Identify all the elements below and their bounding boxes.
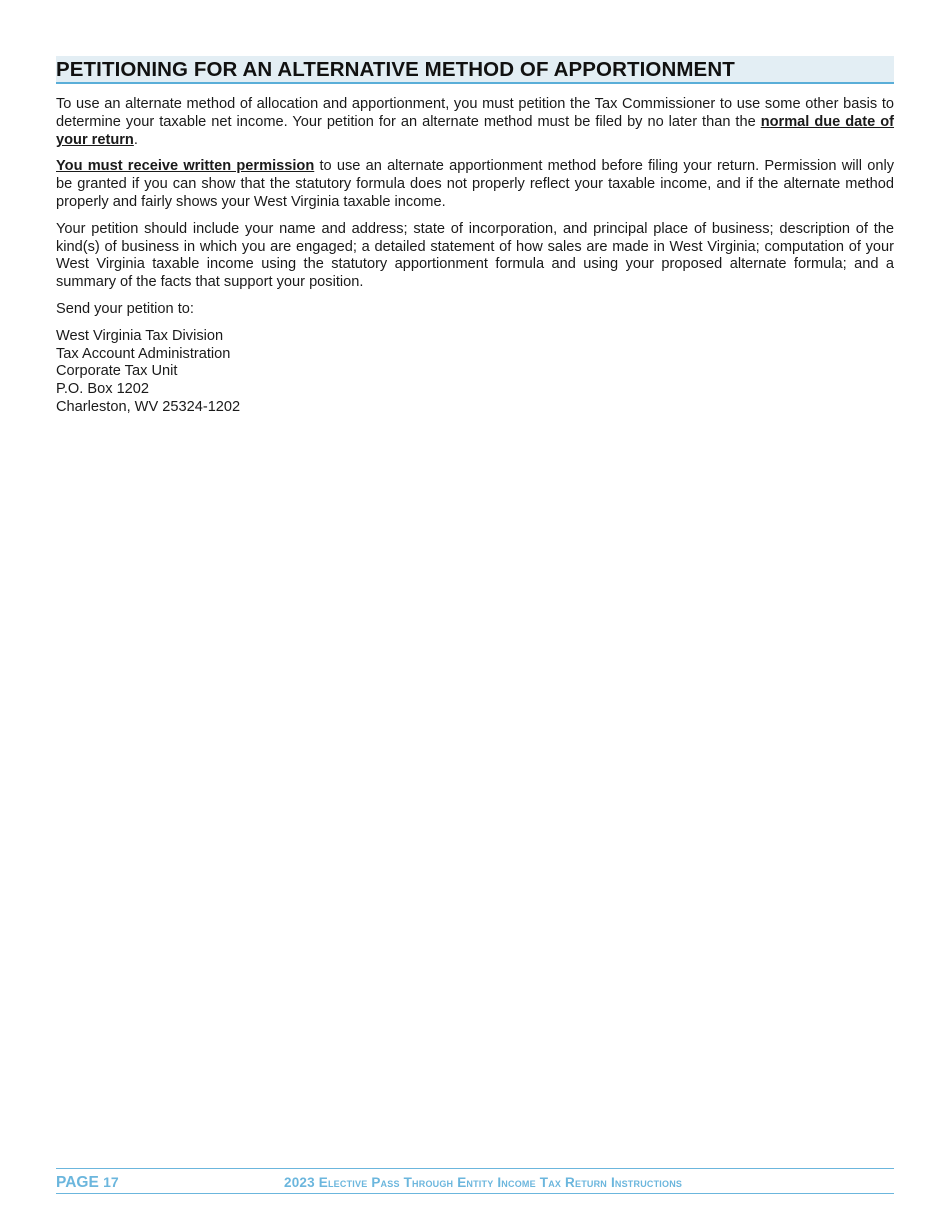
document-title: 2023 Elective Pass Through Entity Income Tax Return Instructions [284, 1175, 683, 1190]
page-footer [56, 1168, 894, 1194]
address-line: Tax Account Administration [56, 345, 231, 362]
page-number-label [56, 1173, 119, 1192]
paragraph-petition-contents: Your petition should include your name and address; state of incorporation, and principal place of business; description of the kind(s) of business in which you are engaged; a detailed statement of how sales are made in West Virginia; computation of your West Virginia taxable income using the statutory apportionment formula and using your proposed alternate formula; and a summary of the facts that support your position. [56, 220, 894, 291]
paragraph-petition-requirement [56, 96, 894, 149]
page-word: PAGE [56, 1174, 99, 1191]
paragraph-text: to use an alternate apportionment method before filing your return. Permission will only be granted if you can show that the statutory formula does not properly reflect your taxable income, and if the alternate method properly and fairly shows your West Virginia taxable income. [56, 158, 895, 210]
mailing-address [56, 328, 894, 417]
address-line: West Virginia Tax Division [56, 327, 224, 344]
address-line: Charleston, WV 25324-1202 [56, 398, 241, 415]
send-petition-label: Send your petition to: [56, 300, 194, 317]
paragraph-text: To use an alternate method of allocation and apportionment, you must petition the Tax Commissioner to use some other basis to determine your taxable net income. Your petition for an alternate method must be filed by no later than the [56, 96, 894, 130]
paragraph-period: . [133, 131, 138, 148]
address-line: Corporate Tax Unit [56, 363, 178, 380]
due-date-emphasis: normal due date of your return [56, 113, 895, 148]
address-line: P.O. Box 1202 [56, 381, 150, 398]
section-heading: PETITIONING FOR AN ALTERNATIVE METHOD OF APPORTIONMENT [56, 56, 894, 84]
page-number: 17 [103, 1174, 119, 1190]
page-content [56, 56, 894, 417]
paragraph-written-permission [56, 158, 894, 211]
written-permission-emphasis: You must receive written permission [56, 158, 315, 175]
